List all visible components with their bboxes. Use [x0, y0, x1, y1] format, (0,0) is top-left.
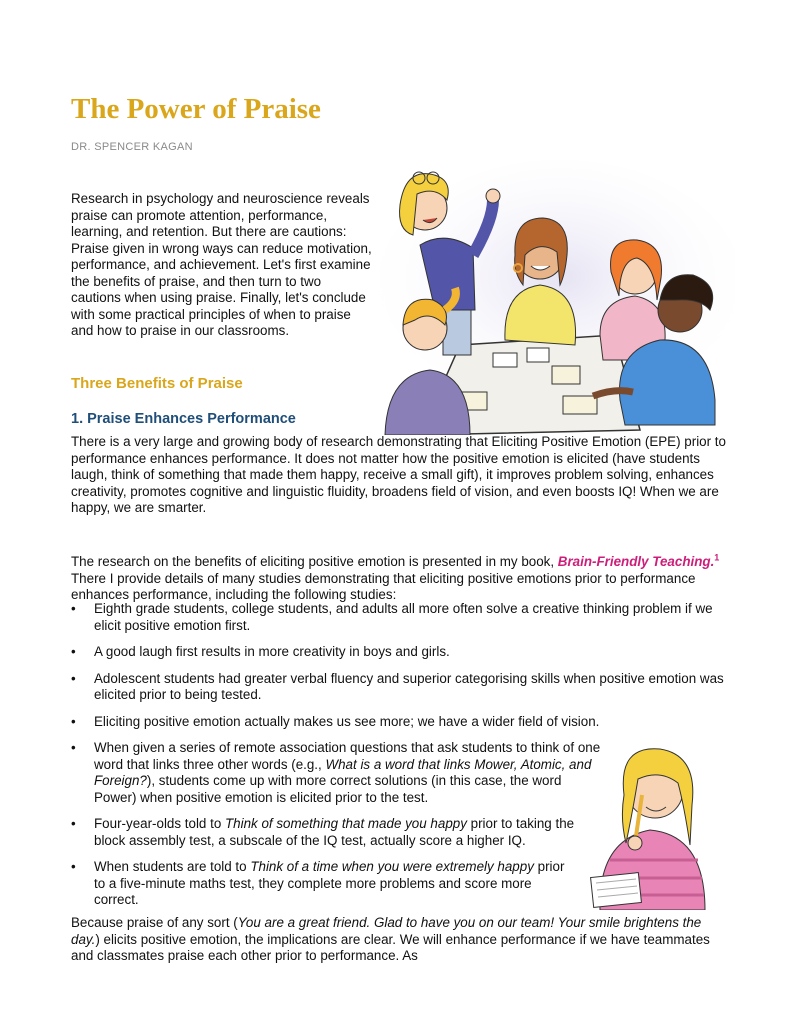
list-item-text-b: prior to taking the block assembly test, a subscale of the IQ test, actually score a higher IQ. — [94, 816, 575, 848]
list-item-italic: Think of a time when you were extremely happy — [250, 859, 534, 874]
list-item-text-a: When students are told to — [94, 859, 251, 874]
bullet-icon: • — [71, 601, 76, 616]
list-item — [71, 671, 731, 704]
list-item — [71, 816, 594, 849]
closing-text-b: ) elicits positive emotion, the implications are clear. We will enhance performance if we have teammates and classmates praise each other prior to performance. As — [71, 931, 710, 963]
page-title: The Power of Praise — [71, 93, 321, 125]
bullet-icon: • — [71, 859, 76, 874]
students-group-illustration — [375, 160, 735, 435]
closing-text-a: Because praise of any sort ( — [71, 915, 238, 930]
closing-italic: You are a great friend. Glad to have you on our team! Your smile brightens the day. — [71, 915, 702, 947]
list-item-text — [94, 859, 564, 907]
intro-paragraph: Research in psychology and neuroscience reveals praise can promote attention, performance, learning, and retention. But there are cautions: Praise given in wrong ways can reduce motivation, performance, and achievement. Let's first examine the benefits of praise, and then turn to two cautions when using praise. Finally, let's conclude with some practical principles of when to praise and how to praise in our classrooms. — [71, 191, 372, 338]
section-heading: Three Benefits of Praise — [71, 375, 243, 392]
footnote-marker[interactable]: 1 — [714, 552, 720, 563]
list-item-text-a: Four-year-olds told to — [94, 816, 225, 831]
list-item-text-a: When given a series of remote association questions that ask students to think of one word that links three other words (e.g., — [94, 740, 601, 772]
bullet-icon: • — [71, 740, 76, 755]
bullet-icon: • — [71, 816, 76, 831]
list-item-text: A good laugh first results in more creativity in boys and girls. — [94, 644, 450, 659]
list-item — [71, 859, 574, 909]
list-item-text — [94, 740, 600, 805]
list-item-text-b: ), students come up with more correct solutions (in this case, the word Power) when positive emotion is elicited prior to the test. — [94, 773, 562, 805]
list-item-text: Adolescent students had greater verbal fluency and superior categorising skills when positive emotion was elicited prior to being tested. — [94, 670, 724, 702]
book-title-link[interactable]: Brain-Friendly Teaching. — [557, 554, 715, 569]
list-item — [71, 601, 731, 634]
list-item — [71, 644, 731, 661]
paragraph-2-text-a: The research on the benefits of eliciting positive emotion is presented in my book, — [71, 554, 558, 569]
paragraph-1: There is a very large and growing body of research demonstrating that Eliciting Positive Emotion (EPE) prior to performance enhances performance. It does not matter how the positive emotion is elicited (have students laugh, think of something that made them happy, receive a small gift), it improves problem solving, enhances creativity, promotes cognitive and linguistic fluidity, broadens field of vision, and even boosts IQ! When we are happy, we are smarter. — [71, 434, 726, 515]
list-item — [71, 740, 601, 806]
paragraph-2 — [71, 554, 731, 604]
bullet-icon: • — [71, 713, 76, 729]
closing-paragraph — [71, 915, 731, 965]
list-item-text — [94, 816, 574, 848]
list-item-text: Eliciting positive emotion actually makes us see more; we have a wider field of vision. — [94, 713, 600, 729]
author-byline: DR. SPENCER KAGAN — [71, 141, 193, 153]
paragraph-2-text-b: There I provide details of many studies demonstrating that eliciting positive emotions prior to performance enhances performance, including the following studies: — [71, 570, 696, 602]
subsection-heading: 1. Praise Enhances Performance — [71, 411, 296, 427]
list-item — [71, 714, 731, 731]
bullet-icon: • — [71, 670, 76, 686]
list-item-text-b: prior to a five-minute maths test, they complete more problems and score more correct. — [94, 859, 565, 907]
list-item-text: Eighth grade students, college students, and adults all more often solve a creative thinking problem if we elicit positive emotion first. — [94, 601, 713, 633]
bullet-icon: • — [71, 644, 76, 659]
list-item-italic: What is a word that links Mower, Atomic, and Foreign? — [94, 756, 592, 788]
list-item-italic: Think of something that made you happy — [224, 816, 467, 831]
thinking-girl-illustration — [580, 735, 730, 910]
